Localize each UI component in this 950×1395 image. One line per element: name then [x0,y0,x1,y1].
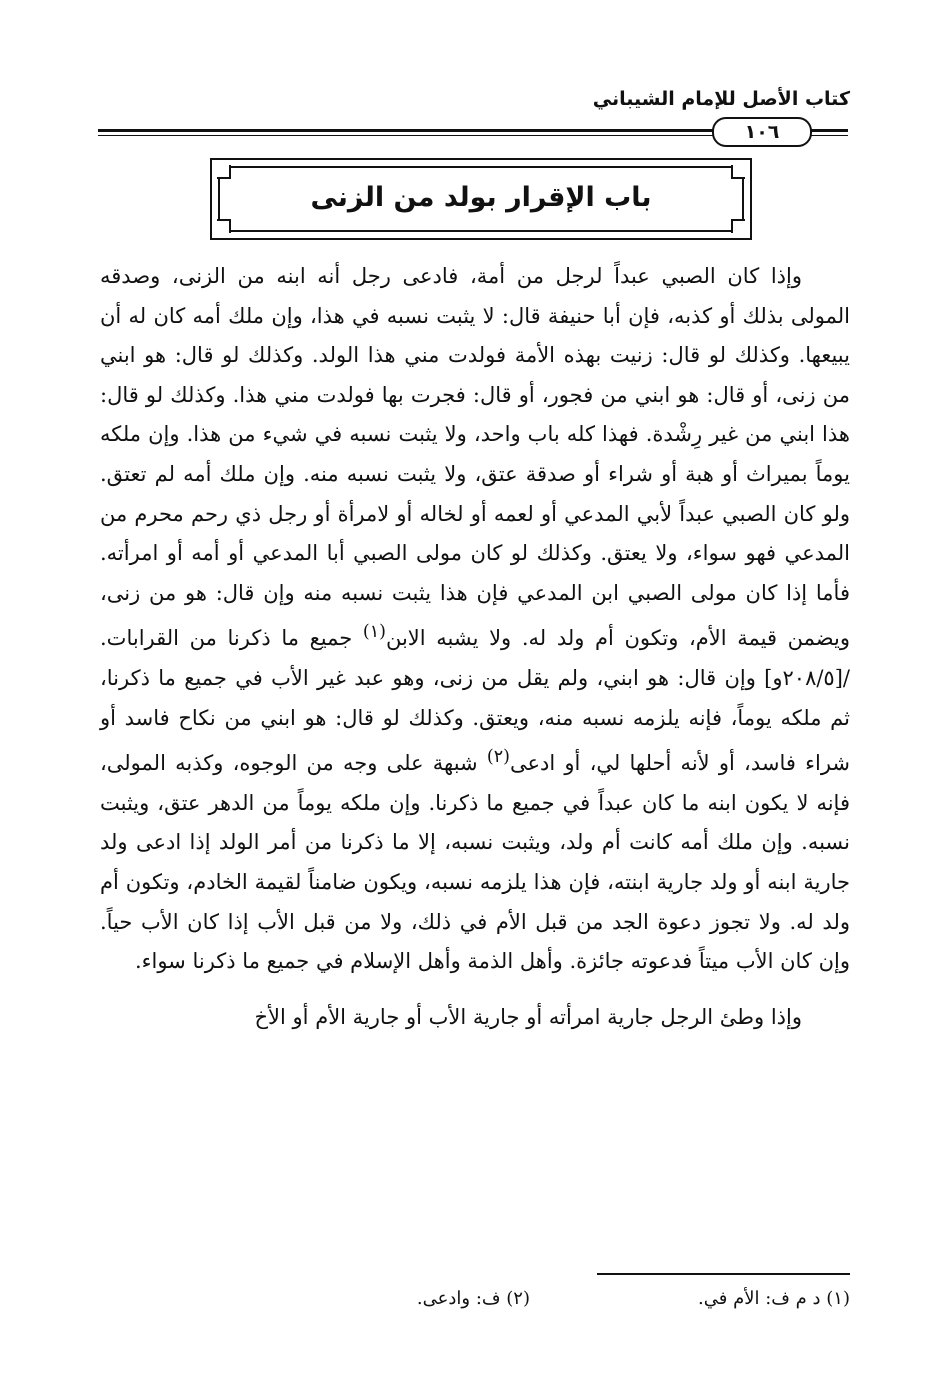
paragraph-text: وإذا وطئ الرجل جارية امرأته أو جارية الأب أو جارية الأم أو الأخ [254,1004,802,1029]
frame-corner-ornament [731,165,745,179]
frame-corner-ornament [731,219,745,233]
footnote-2: (٢) ف: وادعى. [416,1288,530,1309]
chapter-title: باب الإقرار بولد من الزنى [310,182,652,213]
paragraph-text: جميع ما ذكرنا من القرابات. /[٢٠٨/٥و] وإن قال: هو ابني، ولم يقل من زنى، وهو عبد غير الأب في جميع ما ذكرنا، ثم ملكه يوماً، فإنه يلزمه نسبه منه، ويعتق. وكذلك لو قال: هو ابني من نكاح فاسد أو شراء فاسد، أو لأنه أحلها لي، أو ادعى [100,626,851,776]
page-number: ١٠٦ [712,117,812,147]
paragraph-text: شبهة على وجه من الوجوه، وكذبه المولى، فإنه لا يكون ابنه ما كان عبداً في جميع ما ذكرنا. وإن ملكه يوماً من الدهر عتق، ويثبت نسبه. وإن ملك أمه كانت أم ولد، ويثبت نسبه، إلا ما ذكرنا من أمر الولد إذا ادعى ولد جارية ابنه أو ولد جارية ابنته، فإن هذا يلزمه نسبه، ويكون ضامناً لقيمة الخادم، وتكون أم ولد له. ولا تجوز دعوة الجد من قبل الأم في ذلك، ولا من قبل الأب إذا كان الأب حياً. وإن كان الأب ميتاً فدعوته جائزة. وأهل الذمة وأهل الإسلام في جميع ما ذكرنا سواء. [100,751,850,974]
chapter-title-inner-frame [218,166,744,232]
chapter-title-frame [210,158,752,240]
paragraph [100,257,850,982]
paragraph [100,998,850,1038]
footnote-1: (١) د م ف: الأم في. [698,1288,850,1309]
running-header-title: كتاب الأصل للإمام الشيباني [592,88,850,110]
body-text [100,257,850,1037]
footnote-reference: (١) [362,622,386,643]
frame-corner-ornament [217,219,231,233]
footnote-reference: (٢) [486,747,510,768]
paragraph-text: وإذا كان الصبي عبداً لرجل من أمة، فادعى رجل أنه ابنه من الزنى، وصدقه المولى بذلك أو كذبه، فإن أبا حنيفة قال: لا يثبت نسبه في هذا، وإن ملك أمه كان له أن يبيعها. وكذلك لو قال: زنيت بهذه الأمة فولدت مني هذا الولد. وكذلك لو قال: هو ابني من زنى، أو قال: هو ابني من فجور، أو قال: فجرت بها فولدت مني هذا. وكذلك لو قال: هذا ابني من غير رِشْدة. فهذا كله باب واحد، ولا يثبت نسبه في شيء من هذا. وإن ملكه يوماً بميراث أو هبة أو شراء أو صدقة عتق، ولا يثبت نسبه منه. وإن ملك أمه لم تعتق. ولو كان الصبي عبداً لأبي المدعي أو لعمه أو لخاله أو لامرأة أو رجل ذي رحم محرم من المدعي فهو سواء، ولا يعتق. وكذلك لو كان مولى الصبي أبا المدعي أو أمه أو امرأته. فأما إذا كان مولى الصبي ابن المدعي فإن هذا يثبت نسبه منه وإن قال: هو من زنى، ويضمن قيمة الأم، وتكون أم ولد له. ولا يشبه الابن [100,264,850,651]
frame-corner-ornament [217,165,231,179]
footnote-separator [597,1273,850,1275]
